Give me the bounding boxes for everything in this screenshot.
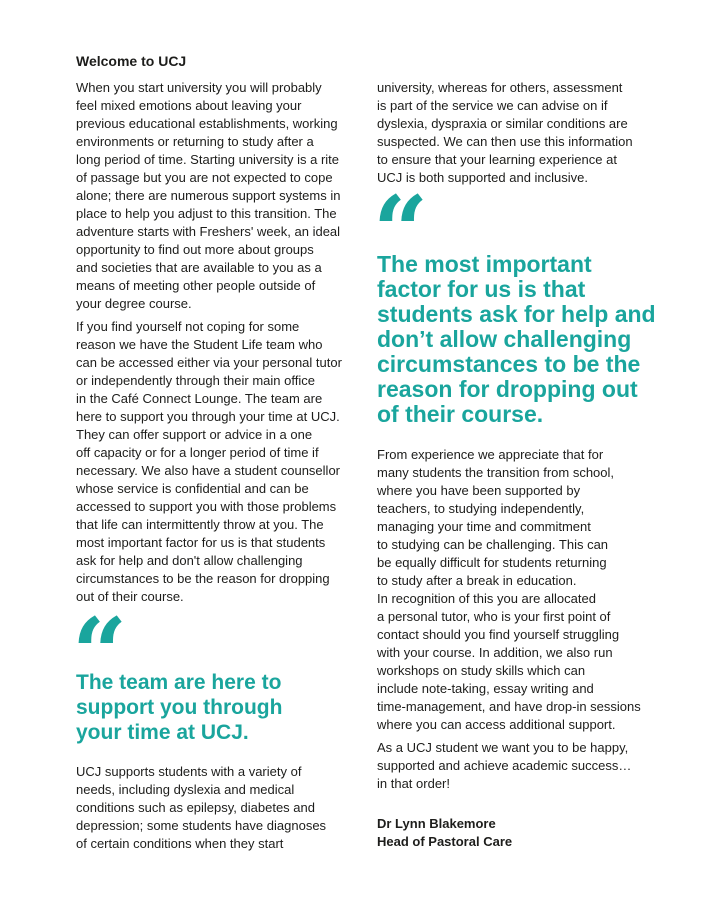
text-line: In recognition of this you are allocated — [377, 591, 596, 606]
text-line: in the Café Connect Lounge. The team are — [76, 391, 323, 406]
text-line: reason we have the Student Life team who — [76, 337, 323, 352]
text-line: most important factor for us is that students — [76, 535, 326, 550]
text-line: circumstances to be the reason for dropping — [76, 571, 330, 586]
text-line: many students the transition from school, — [377, 465, 615, 480]
text-line: opportunity to find out more about groups — [76, 242, 314, 257]
text-line: accessed to support you with those problems — [76, 499, 337, 514]
text-line: means of meeting other people outside of — [76, 278, 316, 293]
text-line: alone; there are numerous support systems in — [76, 188, 341, 203]
right-quote-mark-icon: “ — [373, 175, 423, 288]
text-line: suspected. We can then use this information — [377, 134, 633, 149]
text-line: of their course. — [377, 401, 544, 427]
text-line: needs, including dyslexia and medical — [76, 782, 295, 797]
text-line: long period of time. Starting university is a rite — [76, 152, 340, 167]
text-line: your time at UCJ. — [76, 721, 249, 744]
text-line: to studying can be challenging. This can — [377, 537, 609, 552]
text-line: feel mixed emotions about leaving your — [76, 98, 302, 113]
text-line: contact should you find yourself struggling — [377, 627, 620, 642]
text-line: is part of the service we can advise on if — [377, 98, 608, 113]
text-line: whose service is confidential and can be — [76, 481, 309, 496]
text-line: managing your time and commitment — [377, 519, 591, 534]
text-line: UCJ is both supported and inclusive. — [377, 170, 589, 185]
text-line: If you find yourself not coping for some — [76, 319, 300, 334]
text-line: or independently through their main office — [76, 373, 315, 388]
text-line: off capacity or for a longer period of time if — [76, 445, 319, 460]
text-line: place to help you adjust to this transition. The — [76, 206, 337, 221]
left-paragraph-3 — [76, 763, 326, 853]
text-line: supported and achieve academic success… — [377, 758, 632, 773]
text-line: depression; some students have diagnoses — [76, 818, 327, 833]
text-line: where you can access additional support. — [377, 717, 616, 732]
right-paragraph-3 — [377, 739, 631, 793]
text-line: here to support you through your time at UCJ. — [76, 409, 340, 424]
text-line: workshops on study skills which can — [377, 663, 586, 678]
text-line: teachers, to studying independently, — [377, 501, 585, 516]
text-line: factor for us is that — [377, 276, 586, 302]
text-line: to study after a break in education. — [377, 573, 577, 588]
text-line: The team are here to — [76, 671, 282, 694]
text-line: of passage but you are not expected to cope — [76, 170, 333, 185]
text-line: don’t allow challenging — [377, 326, 632, 352]
text-line: ask for help and don't allow challenging — [76, 553, 303, 568]
text-line: can be accessed either via your personal tutor — [76, 355, 342, 370]
text-line: They can offer support or advice in a one — [76, 427, 313, 442]
text-line: circumstances to be the — [377, 351, 641, 377]
signature-block — [377, 815, 512, 851]
signature-role: Head of Pastoral Care — [377, 834, 513, 849]
text-line: previous educational establishments, working — [76, 116, 338, 131]
text-line: UCJ supports students with a variety of — [76, 764, 302, 779]
text-line: conditions such as epilepsy, diabetes and — [76, 800, 315, 815]
text-line: of certain conditions when they start — [76, 836, 284, 851]
text-line: students ask for help and — [377, 301, 656, 327]
right-paragraph-1 — [377, 79, 633, 187]
text-line: with your course. In addition, we also run — [377, 645, 613, 660]
text-line: dyslexia, dyspraxia or similar conditions are — [377, 116, 628, 131]
right-paragraph-2 — [377, 446, 641, 734]
signature-name: Dr Lynn Blakemore — [377, 816, 496, 831]
text-line: adventure starts with Freshers' week, an ideal — [76, 224, 341, 239]
text-line: The most important — [377, 251, 592, 277]
text-line: necessary. We also have a student counsellor — [76, 463, 340, 478]
text-line: university, whereas for others, assessment — [377, 80, 623, 95]
text-line: where you have been supported by — [377, 483, 581, 498]
left-quote-mark-icon: “ — [72, 597, 122, 710]
text-line: a personal tutor, who is your first point of — [377, 609, 611, 624]
text-line: to ensure that your learning experience at — [377, 152, 617, 167]
text-line: include note-taking, essay writing and — [377, 681, 594, 696]
text-line: out of their course. — [76, 589, 184, 604]
text-line: and societies that are available to you as a — [76, 260, 322, 275]
text-line: support you through — [76, 696, 283, 719]
left-paragraph-2 — [76, 318, 342, 606]
text-line: your degree course. — [76, 296, 192, 311]
text-line: environments or returning to study after a — [76, 134, 314, 149]
text-line: As a UCJ student we want you to be happy, — [377, 740, 629, 755]
text-line: reason for dropping out — [377, 376, 638, 402]
page-heading: Welcome to UCJ — [76, 53, 187, 69]
right-pull-quote — [377, 252, 656, 427]
text-line: be equally difficult for students returning — [377, 555, 607, 570]
text-line: that life can intermittently throw at you. The — [76, 517, 324, 532]
left-pull-quote — [76, 670, 282, 745]
text-line: When you start university you will probably — [76, 80, 322, 95]
text-line: time-management, and have drop-in sessions — [377, 699, 641, 714]
text-line: in that order! — [377, 776, 450, 791]
text-line: From experience we appreciate that for — [377, 447, 604, 462]
left-paragraph-1 — [76, 79, 340, 313]
